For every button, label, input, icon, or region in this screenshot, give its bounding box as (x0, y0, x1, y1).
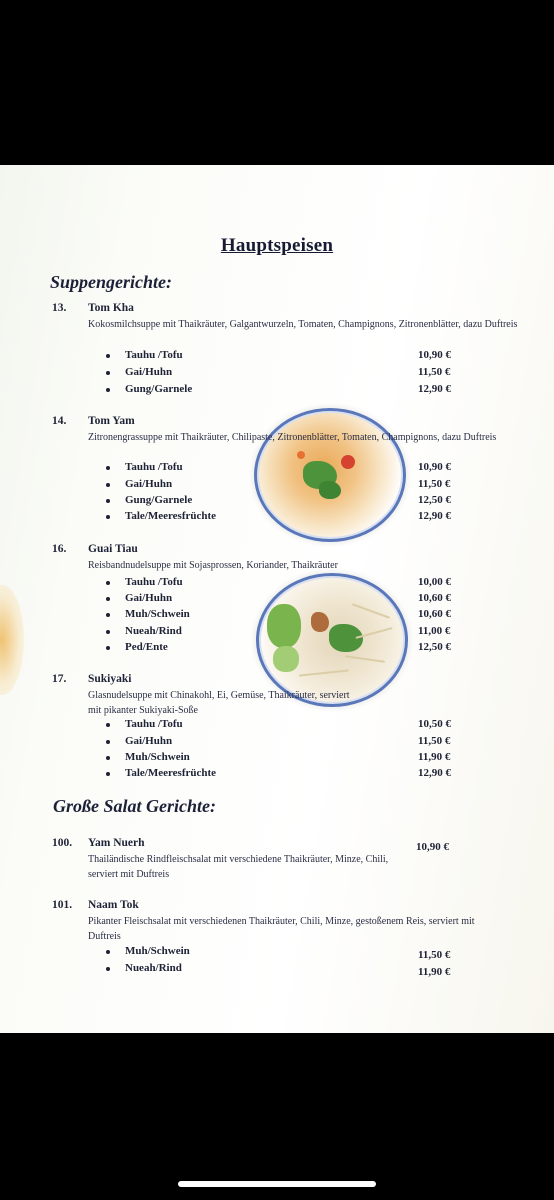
bullet (106, 630, 110, 634)
bullet (106, 499, 110, 503)
variant-name: Gai/Huhn (125, 592, 173, 604)
variant-row (0, 962, 554, 978)
variant-name: Gai/Huhn (125, 366, 173, 378)
dish-number: 17. (52, 673, 67, 685)
dish-name: Yam Nuerh (88, 837, 145, 849)
variant-name: Tale/Meeresfrüchte (125, 767, 217, 779)
variant-name: Tauhu /Tofu (125, 349, 183, 361)
dish-number: 13. (52, 302, 67, 314)
bullet (106, 483, 110, 487)
dish-number: 101. (52, 899, 73, 911)
chili-slice (297, 451, 305, 459)
variant-price: 11,90 € (418, 751, 451, 763)
bullet (106, 597, 110, 601)
dish-description: Zitronengrassuppe mit Thaikräuter, Chilipaste, Zitronenblätter, Tomaten, Champignons, dazu Duftreis (88, 432, 497, 443)
variant-price: 11,50 € (418, 949, 451, 961)
variant-row (0, 576, 554, 592)
variant-name: Tale/Meeresfrüchte (125, 510, 217, 522)
variant-row (0, 592, 554, 608)
dish-name: Tom Yam (88, 415, 135, 427)
variant-name: Gai/Huhn (125, 478, 173, 490)
variant-row (0, 510, 554, 526)
variant-row (0, 751, 554, 767)
dish-name: Sukiyaki (88, 673, 132, 685)
variant-price: 10,60 € (418, 592, 451, 604)
bullet (106, 967, 110, 971)
dish-description: Pikanter Fleischsalat mit verschiedenen Thaikräuter, Chili, Minze, gestoßenem Reis, serviert mit Duftreis (88, 916, 475, 942)
variant-price: 10,90 € (418, 461, 451, 473)
bullet (106, 950, 110, 954)
variant-row (0, 349, 554, 365)
dish-name: Naam Tok (88, 899, 139, 911)
dish-number: 14. (52, 415, 67, 427)
variant-name: Muh/Schwein (125, 751, 190, 763)
variant-row (0, 366, 554, 382)
variant-row (0, 494, 554, 510)
dish-name: Tom Kha (88, 302, 134, 314)
bullet (106, 466, 110, 470)
home-indicator[interactable] (178, 1181, 376, 1187)
variant-price: 11,50 € (418, 735, 451, 747)
variant-name: Tauhu /Tofu (125, 461, 183, 473)
variant-row (0, 383, 554, 399)
dish-description: Thailändische Rindfleischsalat mit verschiedene Thaikräuter, Minze, Chili, serviert mit Duftreis (88, 854, 389, 880)
variant-row (0, 767, 554, 783)
bullet (106, 772, 110, 776)
variant-name: Nueah/Rind (125, 625, 182, 637)
variant-name: Muh/Schwein (125, 608, 190, 620)
variant-row (0, 735, 554, 751)
bullet (106, 646, 110, 650)
variant-price: 10,00 € (418, 576, 451, 588)
bullet (106, 756, 110, 760)
variant-name: Tauhu /Tofu (125, 718, 183, 730)
menu-page (0, 165, 554, 1033)
page-title: Hauptspeisen (220, 235, 334, 256)
variant-price: 12,90 € (418, 510, 451, 522)
variant-price: 10,90 € (418, 349, 451, 361)
bullet (106, 371, 110, 375)
variant-name: Muh/Schwein (125, 945, 190, 957)
variant-name: Gai/Huhn (125, 735, 173, 747)
variant-row (0, 478, 554, 494)
dish-description: Reisbandnudelsuppe mit Sojasprossen, Koriander, Thaikräuter (88, 560, 338, 571)
dish-name: Guai Tiau (88, 543, 138, 555)
bullet (106, 354, 110, 358)
variant-price: 11,50 € (418, 478, 451, 490)
variant-price: 12,50 € (418, 494, 451, 506)
bullet (106, 388, 110, 392)
dish-number: 100. (52, 837, 73, 849)
variant-price: 12,50 € (418, 641, 451, 653)
variant-row (0, 641, 554, 657)
variant-price: 11,00 € (418, 625, 451, 637)
dish-description: Kokosmilchsuppe mit Thaikräuter, Galgantwurzeln, Tomaten, Champignons, Zitronenblätter, dazu Duftreis (88, 319, 518, 330)
variant-price: 11,90 € (418, 966, 451, 978)
dish-description: Glasnudelsuppe mit Chinakohl, Ei, Gemüse, Thaikräuter, serviert mit pikanter Sukiyaki-Soße (88, 690, 350, 716)
variant-price: 12,90 € (418, 767, 451, 779)
variant-price: 11,50 € (418, 366, 451, 378)
section-title-soups: Suppengerichte: (50, 272, 173, 292)
rice-noodle (299, 669, 349, 676)
variant-name: Gung/Garnele (125, 494, 193, 506)
bullet (106, 515, 110, 519)
section-title-salads: Große Salat Gerichte: (53, 796, 216, 816)
variant-price: 10,60 € (418, 608, 451, 620)
variant-name: Ped/Ente (125, 641, 168, 653)
variant-row (0, 718, 554, 734)
variant-name: Nueah/Rind (125, 962, 182, 974)
variant-price: 10,50 € (418, 718, 451, 730)
variant-name: Tauhu /Tofu (125, 576, 183, 588)
bullet (106, 723, 110, 727)
variant-row (0, 945, 554, 961)
variant-row (0, 461, 554, 477)
bullet (106, 581, 110, 585)
variant-name: Gung/Garnele (125, 383, 193, 395)
dish-price: 10,90 € (416, 841, 449, 853)
variant-row (0, 625, 554, 641)
dish-number: 16. (52, 543, 67, 555)
bullet (106, 740, 110, 744)
variant-price: 12,90 € (418, 383, 451, 395)
bullet (106, 613, 110, 617)
variant-row (0, 608, 554, 624)
